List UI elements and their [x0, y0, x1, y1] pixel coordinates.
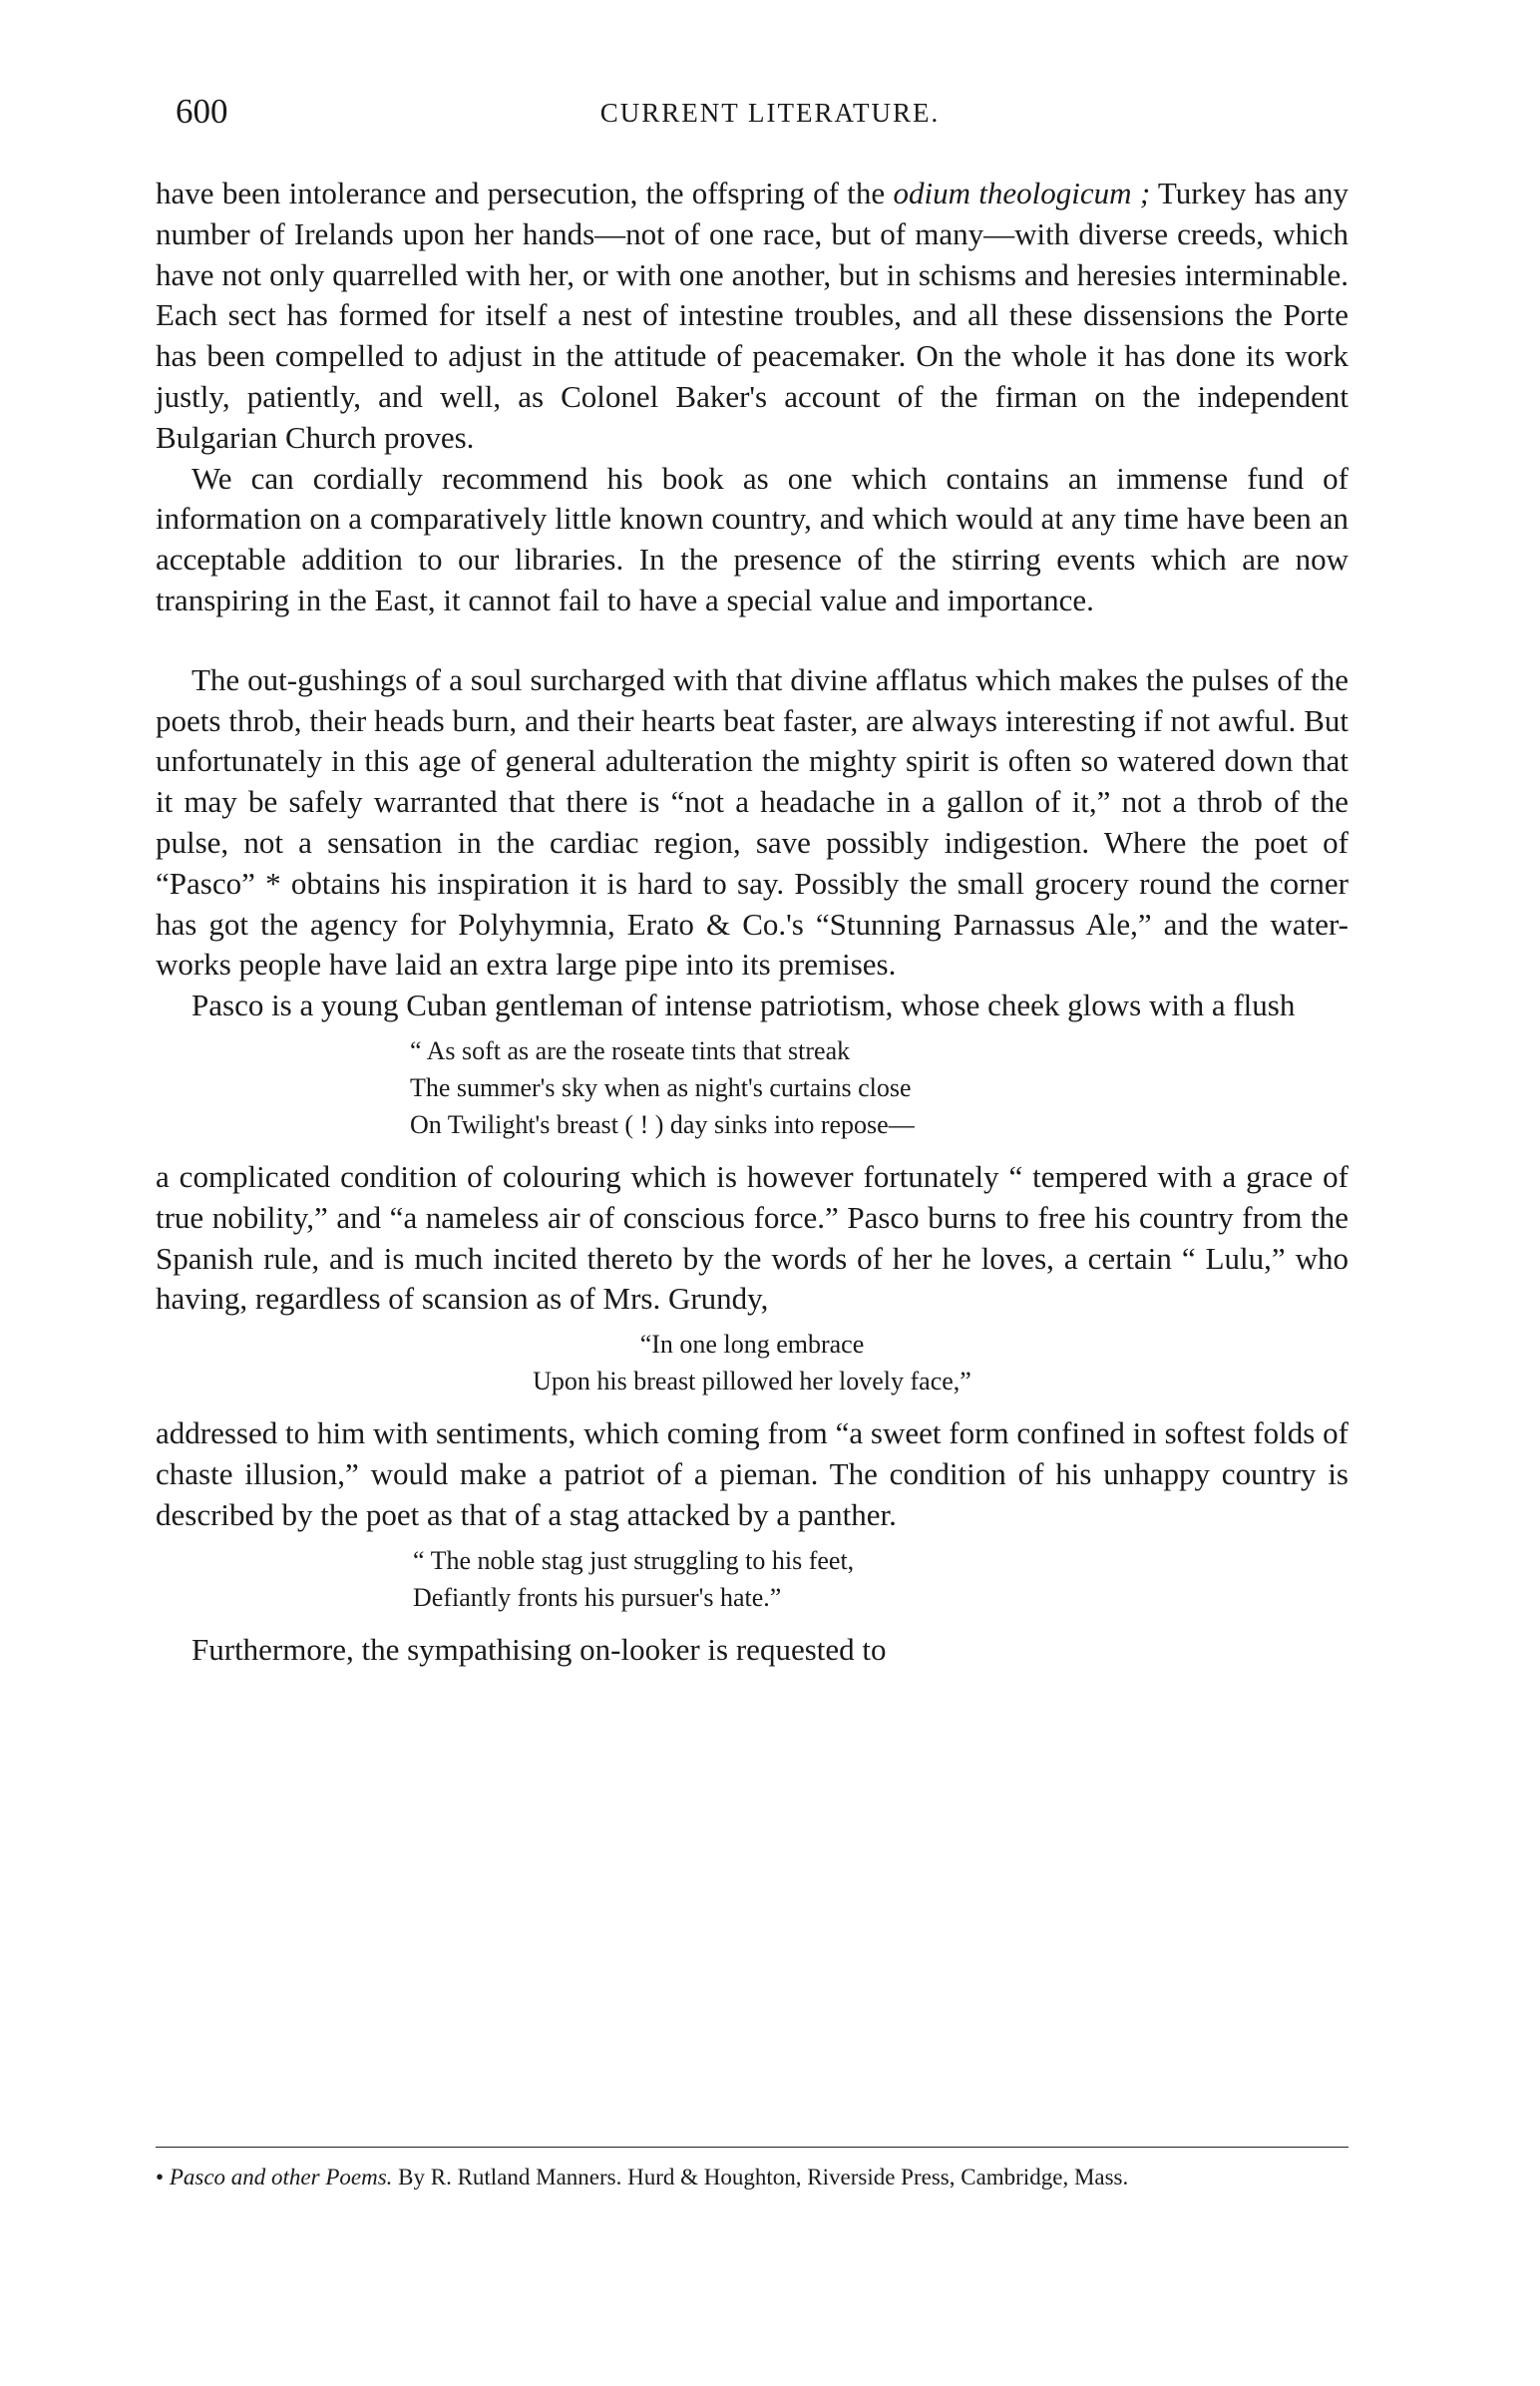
page-number: 600	[176, 92, 228, 131]
paragraph-7: Furthermore, the sympathising on-looker is requested to	[192, 1631, 887, 1667]
verse-line: “ As soft as are the roseate tints that streak	[410, 1035, 851, 1065]
verse-quote-3	[156, 1542, 1348, 1616]
footnote-rule	[156, 2147, 1348, 2148]
italic-phrase: odium theologicum ;	[893, 176, 1151, 210]
verse-line: “ The noble stag just struggling to his feet,	[413, 1545, 855, 1575]
paragraph-3: The out-gushings of a soul surcharged with that divine afflatus which makes the pulses of the poets throb, their heads burn, and their hearts beat faster, are always interesting if not awful. But unfortunately in this age of general adulteration the mighty spirit is often so watered down that it may be safely warranted that there is “not a headache in a gallon of it,” not a throb of the pulse, not a sensation in the cardiac region, save possibly indigestion. Where the poet of “Pasco” * obtains his inspiration it is hard to say. Possibly the small grocery round the corner has got the agency for Polyhymnia, Erato & Co.'s “Stunning Parnassus Ale,” and the water-works people have laid an extra large pipe into its premises.	[156, 661, 1348, 983]
running-title: CURRENT LITERATURE.	[599, 98, 941, 128]
verse-line: Upon his breast pillowed her lovely face,”	[533, 1367, 971, 1396]
page-header	[0, 92, 1540, 142]
section-gap	[156, 621, 1348, 660]
paragraph-5: a complicated condition of colouring which is however fortunately “ tempered with a grace of true nobility,” and “a nameless air of conscious force.” Pasco burns to free his country from the Spanish rule, and is much incited thereto by the words of her he loves, a certain “ Lulu,” who having, regardless of scansion as of Mrs. Grundy,	[156, 1158, 1348, 1317]
paragraph-1: have been intolerance and persecution, the offspring of the odium theologicum ; Turkey has any number of Irelands upon her hands—not of one race, but of many—with diverse creeds, which have not only quarrelled with her, or with one another, but in schisms and heresies interminable. Each sect has formed for itself a nest of intestine troubles, and all these dissensions the Porte has been compelled to adjust in the attitude of peacemaker. On the whole it has done its work justly, patiently, and well, as Colonel Baker's account of the firman on the independent Bulgarian Church proves.	[156, 176, 1349, 455]
verse-quote-2	[156, 1326, 1348, 1399]
footnote-title: Pasco and other Poems.	[169, 2165, 393, 2189]
verse-line: “In one long embrace	[639, 1330, 865, 1360]
verse-line: The summer's sky when as night's curtains close	[410, 1072, 912, 1102]
paragraph-4: Pasco is a young Cuban gentleman of intense patriotism, whose cheek glows with a flush	[192, 988, 1296, 1023]
body-text	[156, 174, 1348, 1670]
verse-quote-1	[156, 1032, 1348, 1143]
verse-line: Defiantly fronts his pursuer's hate.”	[413, 1582, 782, 1612]
paragraph-6: addressed to him with sentiments, which coming from “a sweet form confined in softest folds of chaste illusion,” would make a patriot of a pieman. The condition of his unhappy country is described by the poet as that of a stag attacked by a panther.	[156, 1415, 1348, 1532]
verse-line: On Twilight's breast ( ! ) day sinks into repose—	[410, 1109, 915, 1139]
paragraph-2: We can cordially recommend his book as one which contains an immense fund of information on a comparatively little known country, and which would at any time have been an acceptable addition to our libraries. In the presence of the stirring events which are now transpiring in the East, it cannot fail to have a special value and importance.	[156, 460, 1348, 617]
footnote: • Pasco and other Poems. By R. Rutland Manners. Hurd & Houghton, Riverside Press, Cambridge, Mass.	[156, 2165, 1129, 2189]
